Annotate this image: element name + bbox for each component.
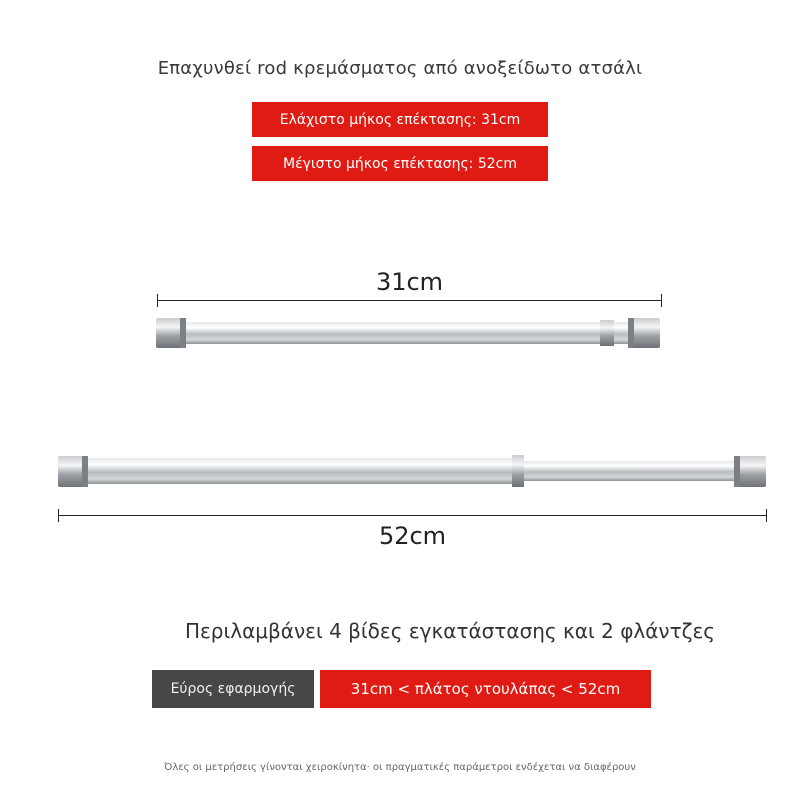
long-rod — [58, 455, 766, 487]
range-value: 31cm < πλάτος ντουλάπας < 52cm — [320, 670, 651, 708]
includes-text: Περιλαμβάνει 4 βίδες εγκατάστασης και 2 φλάντζες — [184, 619, 716, 643]
min-length-badge: Ελάχιστο μήκος επέκτασης: 31cm — [252, 102, 548, 137]
long-rod-length-label: 52cm — [378, 522, 447, 550]
long-rod-tube-right — [524, 461, 736, 481]
page-title: Επαχυνθεί rod κρεμάσματος από ανοξείδωτο ατσάλι — [157, 58, 643, 79]
short-rod-left-ring — [180, 318, 186, 348]
long-rod-tube-left — [86, 458, 518, 484]
range-label: Εύρος εφαρμογής — [152, 670, 314, 708]
long-rod-joint — [512, 455, 524, 487]
long-rod-left-ring — [82, 456, 88, 487]
short-rod-tube — [180, 322, 628, 344]
short-rod-right-ring — [628, 318, 634, 348]
short-rod-joint — [600, 320, 614, 346]
long-rod-right-ring — [734, 456, 740, 487]
short-rod — [156, 318, 660, 348]
short-rod-length-label: 31cm — [375, 268, 444, 296]
max-length-badge: Μέγιστο μήκος επέκτασης: 52cm — [252, 146, 548, 181]
footnote: Όλες οι μετρήσεις γίνονται χειροκίνητα· οι πραγματικές παράμετροι ενδέχεται να διαφέρουν — [164, 762, 636, 773]
long-rod-dimension-line — [58, 515, 767, 516]
